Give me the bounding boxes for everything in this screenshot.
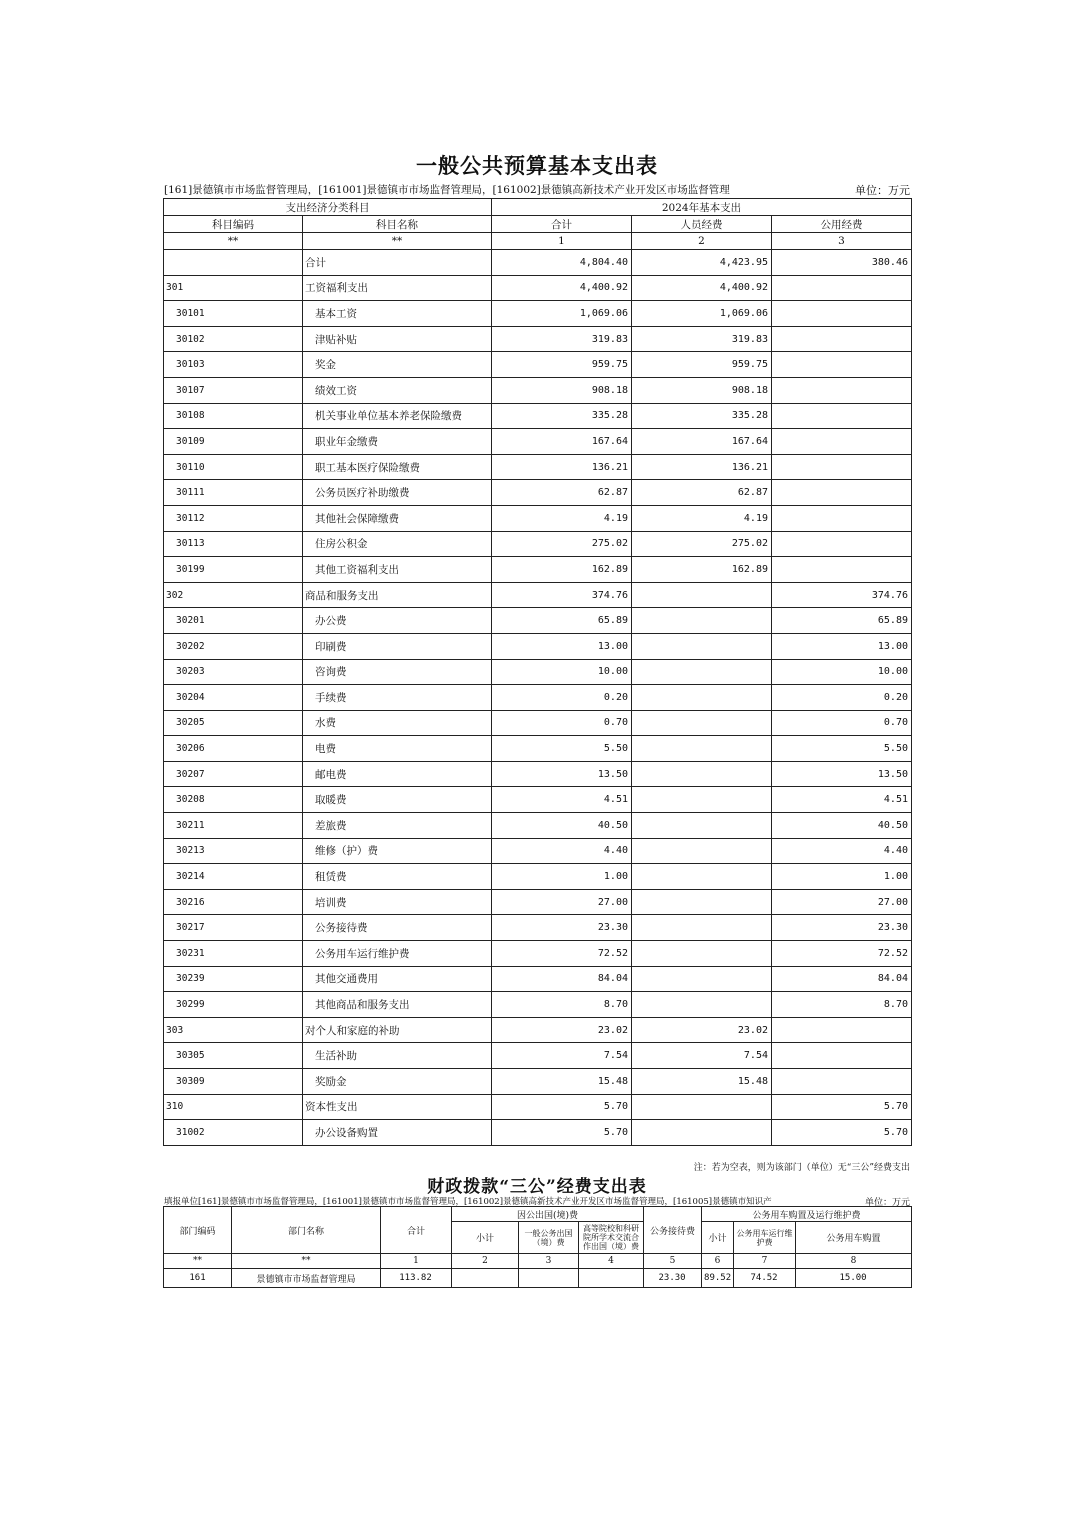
- cell-public: [772, 557, 912, 583]
- cell-total: 72.52: [492, 941, 632, 967]
- cell-name: 对个人和家庭的补助: [303, 1017, 492, 1043]
- cell-personnel: 959.75: [632, 352, 772, 378]
- table-row: [164, 429, 912, 455]
- cell-total: 15.48: [492, 1069, 632, 1095]
- table-row: [164, 992, 912, 1018]
- th-total: 合计: [381, 1207, 452, 1254]
- cell-name: 取暖费: [303, 787, 492, 813]
- cell-name: 其他社会保障缴费: [303, 505, 492, 531]
- cell-personnel: [632, 889, 772, 915]
- cell-public: 72.52: [772, 941, 912, 967]
- three-table-row: [164, 1269, 912, 1288]
- cell-personnel: 136.21: [632, 454, 772, 480]
- three-cell-reception: 23.30: [644, 1269, 702, 1288]
- cell-personnel: 4,400.92: [632, 275, 772, 301]
- cell-total: 1,069.06: [492, 301, 632, 327]
- cell-personnel: 319.83: [632, 326, 772, 352]
- table-row: [164, 377, 912, 403]
- cell-code: 30231: [164, 941, 303, 967]
- cell-name: 生活补助: [303, 1043, 492, 1069]
- cell-public: [772, 454, 912, 480]
- cell-personnel: [632, 941, 772, 967]
- three-index-cell: 6: [702, 1254, 734, 1269]
- three-cell-vehicle-run: 74.52: [734, 1269, 796, 1288]
- cell-personnel: 62.87: [632, 480, 772, 506]
- cell-code: 30239: [164, 966, 303, 992]
- table-row: [164, 531, 912, 557]
- table-row: [164, 710, 912, 736]
- table-row: [164, 736, 912, 762]
- cell-public: [772, 301, 912, 327]
- cell-total: 5.70: [492, 1094, 632, 1120]
- table-row: [164, 685, 912, 711]
- index-3: 3: [772, 233, 912, 250]
- cell-total: 4,400.92: [492, 275, 632, 301]
- cell-name: 公务用车运行维护费: [303, 941, 492, 967]
- cell-name: 合计: [303, 250, 492, 276]
- th-abroad-general: 一般公务出国（境）费: [519, 1222, 579, 1254]
- table-body: [164, 250, 912, 1146]
- cell-total: 374.76: [492, 582, 632, 608]
- cell-personnel: [632, 966, 772, 992]
- cell-code: 30305: [164, 1043, 303, 1069]
- cell-total: 959.75: [492, 352, 632, 378]
- cell-personnel: [632, 813, 772, 839]
- cell-code: 30211: [164, 813, 303, 839]
- cell-name: 资本性支出: [303, 1094, 492, 1120]
- table-row: [164, 633, 912, 659]
- table-row: [164, 301, 912, 327]
- cell-code: 31002: [164, 1120, 303, 1146]
- cell-public: 0.70: [772, 710, 912, 736]
- cell-name: 工资福利支出: [303, 275, 492, 301]
- cell-personnel: [632, 864, 772, 890]
- table-row: [164, 352, 912, 378]
- cell-total: 65.89: [492, 608, 632, 634]
- cell-name: 奖金: [303, 352, 492, 378]
- three-index-row: [164, 1254, 912, 1269]
- cell-name: 办公设备购置: [303, 1120, 492, 1146]
- cell-public: 13.50: [772, 761, 912, 787]
- cell-total: 4,804.40: [492, 250, 632, 276]
- cell-personnel: [632, 915, 772, 941]
- cell-code: 30109: [164, 429, 303, 455]
- cell-total: 62.87: [492, 480, 632, 506]
- header-personnel: 人员经费: [632, 216, 772, 233]
- cell-public: [772, 326, 912, 352]
- cell-personnel: [632, 761, 772, 787]
- table-row: [164, 1094, 912, 1120]
- cell-total: 1.00: [492, 864, 632, 890]
- cell-public: [772, 480, 912, 506]
- header-code: 科目编码: [164, 216, 303, 233]
- table-row: [164, 403, 912, 429]
- cell-total: 908.18: [492, 377, 632, 403]
- table-note: 注：若为空表，则为该部门（单位）无“三公”经费支出: [693, 1163, 910, 1173]
- table-row: [164, 250, 912, 276]
- cell-total: 5.70: [492, 1120, 632, 1146]
- table-row: [164, 659, 912, 685]
- cell-name: 职业年金缴费: [303, 429, 492, 455]
- cell-name: 印刷费: [303, 633, 492, 659]
- cell-personnel: 1,069.06: [632, 301, 772, 327]
- table-row: [164, 505, 912, 531]
- cell-public: 5.50: [772, 736, 912, 762]
- cell-code: 30203: [164, 659, 303, 685]
- table-row: [164, 941, 912, 967]
- cell-personnel: [632, 992, 772, 1018]
- th-vehicle-sub: 小计: [702, 1222, 734, 1254]
- three-currency-unit: 单位：万元: [864, 1198, 910, 1208]
- cell-personnel: [632, 608, 772, 634]
- three-cell-vehicle-buy: 15.00: [796, 1269, 912, 1288]
- three-index-cell: 4: [579, 1254, 644, 1269]
- cell-personnel: [632, 685, 772, 711]
- cell-total: 23.02: [492, 1017, 632, 1043]
- header-public: 公用经费: [772, 216, 912, 233]
- cell-code: 30103: [164, 352, 303, 378]
- cell-personnel: 4.19: [632, 505, 772, 531]
- index-code: **: [164, 233, 303, 250]
- cell-personnel: 335.28: [632, 403, 772, 429]
- cell-code: 310: [164, 1094, 303, 1120]
- cell-name: 维修（护）费: [303, 838, 492, 864]
- cell-name: 办公费: [303, 608, 492, 634]
- th-vehicle-run: 公务用车运行维护费: [734, 1222, 796, 1254]
- cell-public: 374.76: [772, 582, 912, 608]
- cell-personnel: [632, 633, 772, 659]
- cell-public: 1.00: [772, 864, 912, 890]
- cell-code: 30205: [164, 710, 303, 736]
- table-row: [164, 1069, 912, 1095]
- cell-public: [772, 429, 912, 455]
- cell-name: 住房公积金: [303, 531, 492, 557]
- cell-personnel: 167.64: [632, 429, 772, 455]
- table-row: [164, 761, 912, 787]
- th-reception: 公务接待费: [644, 1207, 702, 1254]
- cell-personnel: [632, 582, 772, 608]
- cell-personnel: 7.54: [632, 1043, 772, 1069]
- cell-name: 邮电费: [303, 761, 492, 787]
- currency-unit: 单位：万元: [855, 184, 910, 197]
- unit-list: [161]景德镇市市场监督管理局，[161001]景德镇市市场监督管理局，[161002]景德镇高新技术产业开发区市场监督管理: [164, 184, 730, 196]
- cell-code: 30199: [164, 557, 303, 583]
- cell-code: 30206: [164, 736, 303, 762]
- th-abroad: 因公出国(境)费: [452, 1207, 644, 1222]
- index-2: 2: [632, 233, 772, 250]
- cell-total: 7.54: [492, 1043, 632, 1069]
- cell-personnel: 275.02: [632, 531, 772, 557]
- cell-name: 职工基本医疗保险缴费: [303, 454, 492, 480]
- cell-public: 84.04: [772, 966, 912, 992]
- three-cell-total: 113.82: [381, 1269, 452, 1288]
- cell-total: 4.40: [492, 838, 632, 864]
- cell-public: [772, 1069, 912, 1095]
- three-index-cell: **: [164, 1254, 232, 1269]
- cell-public: [772, 352, 912, 378]
- cell-code: 30207: [164, 761, 303, 787]
- cell-total: 5.50: [492, 736, 632, 762]
- cell-name: 机关事业单位基本养老保险缴费: [303, 403, 492, 429]
- header-group-row: [164, 199, 912, 216]
- cell-code: 30214: [164, 864, 303, 890]
- cell-public: [772, 275, 912, 301]
- table-row: [164, 864, 912, 890]
- th-name: 部门名称: [232, 1207, 381, 1254]
- cell-personnel: [632, 736, 772, 762]
- cell-public: 5.70: [772, 1120, 912, 1146]
- three-public-title: 财政拨款“三公”经费支出表: [427, 1177, 647, 1197]
- cell-personnel: [632, 659, 772, 685]
- cell-code: 303: [164, 1017, 303, 1043]
- cell-public: 5.70: [772, 1094, 912, 1120]
- cell-code: 30113: [164, 531, 303, 557]
- three-cell-name: 景德镇市市场监督管理局: [232, 1269, 381, 1288]
- cell-total: 167.64: [492, 429, 632, 455]
- three-cell-vehicle-sub: 89.52: [702, 1269, 734, 1288]
- cell-public: 65.89: [772, 608, 912, 634]
- cell-name: 咨询费: [303, 659, 492, 685]
- header-row: [164, 216, 912, 233]
- cell-code: 30112: [164, 505, 303, 531]
- cell-name: 差旅费: [303, 813, 492, 839]
- header-name: 科目名称: [303, 216, 492, 233]
- cell-public: 23.30: [772, 915, 912, 941]
- cell-personnel: 908.18: [632, 377, 772, 403]
- cell-code: 30208: [164, 787, 303, 813]
- th-vehicle-buy: 公务用车购置: [796, 1222, 912, 1254]
- cell-personnel: [632, 787, 772, 813]
- table-row: [164, 966, 912, 992]
- table-row: [164, 787, 912, 813]
- cell-public: 8.70: [772, 992, 912, 1018]
- three-index-cell: 5: [644, 1254, 702, 1269]
- three-cell-abroad-academic: [579, 1269, 644, 1288]
- cell-public: [772, 403, 912, 429]
- cell-name: 基本工资: [303, 301, 492, 327]
- cell-code: 30108: [164, 403, 303, 429]
- cell-personnel: 23.02: [632, 1017, 772, 1043]
- cell-name: 其他工资福利支出: [303, 557, 492, 583]
- cell-name: 公务员医疗补助缴费: [303, 480, 492, 506]
- header-group-right: 2024年基本支出: [492, 199, 912, 216]
- cell-public: 4.51: [772, 787, 912, 813]
- cell-code: 30107: [164, 377, 303, 403]
- cell-public: 27.00: [772, 889, 912, 915]
- cell-personnel: [632, 710, 772, 736]
- cell-personnel: 162.89: [632, 557, 772, 583]
- cell-code: 30299: [164, 992, 303, 1018]
- page-title: 一般公共预算基本支出表: [416, 153, 658, 178]
- index-1: 1: [492, 233, 632, 250]
- three-index-cell: 8: [796, 1254, 912, 1269]
- table-row: [164, 838, 912, 864]
- cell-total: 40.50: [492, 813, 632, 839]
- cell-personnel: [632, 1120, 772, 1146]
- three-index-cell: 7: [734, 1254, 796, 1269]
- index-row: [164, 233, 912, 250]
- cell-name: 公务接待费: [303, 915, 492, 941]
- cell-name: 绩效工资: [303, 377, 492, 403]
- table-row: [164, 557, 912, 583]
- cell-code: 30204: [164, 685, 303, 711]
- table-row: [164, 275, 912, 301]
- cell-public: 10.00: [772, 659, 912, 685]
- cell-total: 275.02: [492, 531, 632, 557]
- cell-name: 手续费: [303, 685, 492, 711]
- header-group-left: 支出经济分类科目: [164, 199, 492, 216]
- cell-code: 30202: [164, 633, 303, 659]
- cell-code: 302: [164, 582, 303, 608]
- cell-public: [772, 1017, 912, 1043]
- cell-code: 301: [164, 275, 303, 301]
- three-cell-abroad-general: [519, 1269, 579, 1288]
- cell-name: 其他商品和服务支出: [303, 992, 492, 1018]
- cell-public: [772, 505, 912, 531]
- cell-total: 4.19: [492, 505, 632, 531]
- table-row: [164, 326, 912, 352]
- cell-public: 0.20: [772, 685, 912, 711]
- cell-public: 4.40: [772, 838, 912, 864]
- cell-total: 10.00: [492, 659, 632, 685]
- cell-code: 30201: [164, 608, 303, 634]
- cell-name: 培训费: [303, 889, 492, 915]
- cell-public: [772, 377, 912, 403]
- table-row: [164, 454, 912, 480]
- three-public-table: [163, 1206, 912, 1288]
- three-index-cell: 1: [381, 1254, 452, 1269]
- table-row: [164, 889, 912, 915]
- cell-code: [164, 250, 303, 276]
- cell-code: 30110: [164, 454, 303, 480]
- cell-name: 水费: [303, 710, 492, 736]
- table-row: [164, 1043, 912, 1069]
- th-abroad-sub: 小计: [452, 1222, 519, 1254]
- table-row: [164, 1017, 912, 1043]
- th-vehicle: 公务用车购置及运行维护费: [702, 1207, 912, 1222]
- th-code: 部门编码: [164, 1207, 232, 1254]
- table-row: [164, 915, 912, 941]
- three-cell-code: 161: [164, 1269, 232, 1288]
- table-row: [164, 480, 912, 506]
- cell-personnel: [632, 838, 772, 864]
- three-table-body: [164, 1269, 912, 1288]
- header-total: 合计: [492, 216, 632, 233]
- three-index-cell: 3: [519, 1254, 579, 1269]
- cell-code: 30217: [164, 915, 303, 941]
- cell-public: [772, 1043, 912, 1069]
- cell-public: 13.00: [772, 633, 912, 659]
- cell-public: 380.46: [772, 250, 912, 276]
- cell-name: 电费: [303, 736, 492, 762]
- cell-name: 其他交通费用: [303, 966, 492, 992]
- cell-name: 津贴补贴: [303, 326, 492, 352]
- cell-total: 4.51: [492, 787, 632, 813]
- cell-code: 30102: [164, 326, 303, 352]
- cell-name: 奖励金: [303, 1069, 492, 1095]
- cell-total: 84.04: [492, 966, 632, 992]
- cell-total: 23.30: [492, 915, 632, 941]
- cell-code: 30213: [164, 838, 303, 864]
- th-abroad-academic: 高等院校和科研院所学术交流合作出国（境）费: [579, 1222, 644, 1254]
- cell-total: 335.28: [492, 403, 632, 429]
- table-row: [164, 813, 912, 839]
- cell-code: 30101: [164, 301, 303, 327]
- table-row: [164, 582, 912, 608]
- three-unit-list: 填报单位[161]景德镇市市场监督管理局，[161001]景德镇市市场监督管理局，[161002]景德镇高新技术产业开发区市场监督管理局，[161005]景德镇市知识产: [164, 1197, 772, 1207]
- cell-name: 商品和服务支出: [303, 582, 492, 608]
- table-row: [164, 608, 912, 634]
- three-index-cell: **: [232, 1254, 381, 1269]
- cell-total: 162.89: [492, 557, 632, 583]
- three-index-cell: 2: [452, 1254, 519, 1269]
- cell-total: 0.70: [492, 710, 632, 736]
- cell-personnel: 15.48: [632, 1069, 772, 1095]
- cell-total: 319.83: [492, 326, 632, 352]
- cell-total: 0.20: [492, 685, 632, 711]
- cell-personnel: [632, 1094, 772, 1120]
- cell-total: 13.00: [492, 633, 632, 659]
- cell-code: 30216: [164, 889, 303, 915]
- cell-public: [772, 531, 912, 557]
- cell-name: 租赁费: [303, 864, 492, 890]
- cell-personnel: 4,423.95: [632, 250, 772, 276]
- cell-total: 136.21: [492, 454, 632, 480]
- cell-total: 13.50: [492, 761, 632, 787]
- index-name: **: [303, 233, 492, 250]
- cell-code: 30111: [164, 480, 303, 506]
- three-cell-abroad-sub: [452, 1269, 519, 1288]
- cell-total: 8.70: [492, 992, 632, 1018]
- basic-expenditure-table: [163, 198, 912, 1146]
- cell-code: 30309: [164, 1069, 303, 1095]
- table-row: [164, 1120, 912, 1146]
- cell-public: 40.50: [772, 813, 912, 839]
- cell-total: 27.00: [492, 889, 632, 915]
